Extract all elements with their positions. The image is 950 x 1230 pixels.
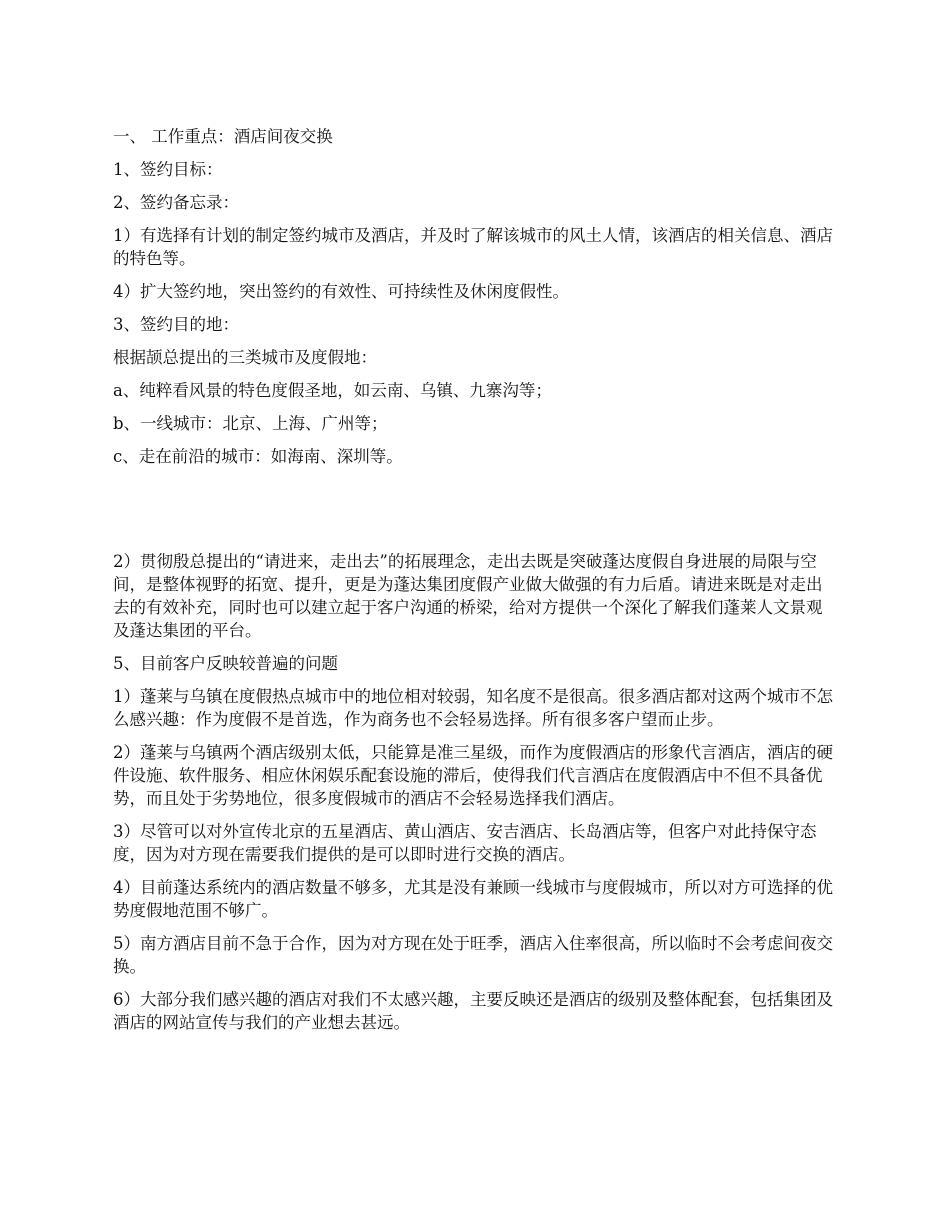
paragraph: 6）大部分我们感兴趣的酒店对我们不太感兴趣，主要反映还是酒店的级别及整体配套，包括集团及酒店的网站宣传与我们的产业想去甚远。 [113, 990, 833, 1032]
document-body [113, 125, 838, 1044]
paragraph: 4）目前蓬达系统内的酒店数量不够多，尤其是没有兼顾一线城市与度假城市，所以对方可选择的优势度假地范围不够广。 [113, 878, 833, 920]
paragraph: 2）贯彻殷总提出的“请进来，走出去”的拓展理念，走出去既是突破蓬达度假自身进展的局限与空间，是整体视野的拓宽、提升，更是为蓬达集团度假产业做大做强的有力后盾。请进来既是对走出去的有效补充，同时也可以建立起于客户沟通的桥梁，给对方提供一个深化了解我们蓬莱人文景观及蓬达集团的平台。 [113, 552, 823, 640]
paragraph: 3、签约目的地： [113, 315, 239, 334]
paragraph: 1）蓬莱与乌镇在度假热点城市中的地位相对较弱，知名度不是很高。很多酒店都对这两个城市不怎么感兴趣：作为度假不是首选，作为商务也不会轻易选择。所有很多客户望而止步。 [113, 687, 833, 729]
paragraph: 1、签约目标： [113, 160, 223, 179]
section-heading: 一、 工作重点：酒店间夜交换 [113, 127, 333, 146]
paragraph: 1）有选择有计划的制定签约城市及酒店，并及时了解该城市的风土人情，该酒店的相关信息、酒店的特色等。 [113, 226, 833, 268]
paragraph: 3）尽管可以对外宣传北京的五星酒店、黄山酒店、安吉酒店、长岛酒店等，但客户对此持保守态度，因为对方现在需要我们提供的是可以即时进行交换的酒店。 [113, 822, 817, 864]
paragraph: c、走在前沿的城市：如海南、深圳等。 [113, 447, 403, 466]
paragraph: 2）蓬莱与乌镇两个酒店级别太低，只能算是准三星级，而作为度假酒店的形象代言酒店，酒店的硬件设施、软件服务、相应休闲娱乐配套设施的滞后，使得我们代言酒店在度假酒店中不但不具备优势，而且处于劣势地位，很多度假城市的酒店不会轻易选择我们酒店。 [113, 743, 833, 808]
paragraph: 5）南方酒店目前不急于合作，因为对方现在处于旺季，酒店入住率很高，所以临时不会考虑间夜交换。 [113, 934, 833, 976]
paragraph: 2、签约备忘录： [113, 193, 239, 212]
paragraph: a、纯粹看风景的特色度假圣地，如云南、乌镇、九寨沟等； [113, 381, 552, 400]
blank-gap [113, 478, 838, 550]
paragraph: 5、目前客户反映较普遍的问题 [113, 654, 338, 673]
paragraph: 4）扩大签约地，突出签约的有效性、可持续性及休闲度假性。 [113, 282, 569, 301]
paragraph: 根据颉总提出的三类城市及度假地： [113, 348, 377, 367]
paragraph: b、一线城市：北京、上海、广州等； [113, 414, 388, 433]
